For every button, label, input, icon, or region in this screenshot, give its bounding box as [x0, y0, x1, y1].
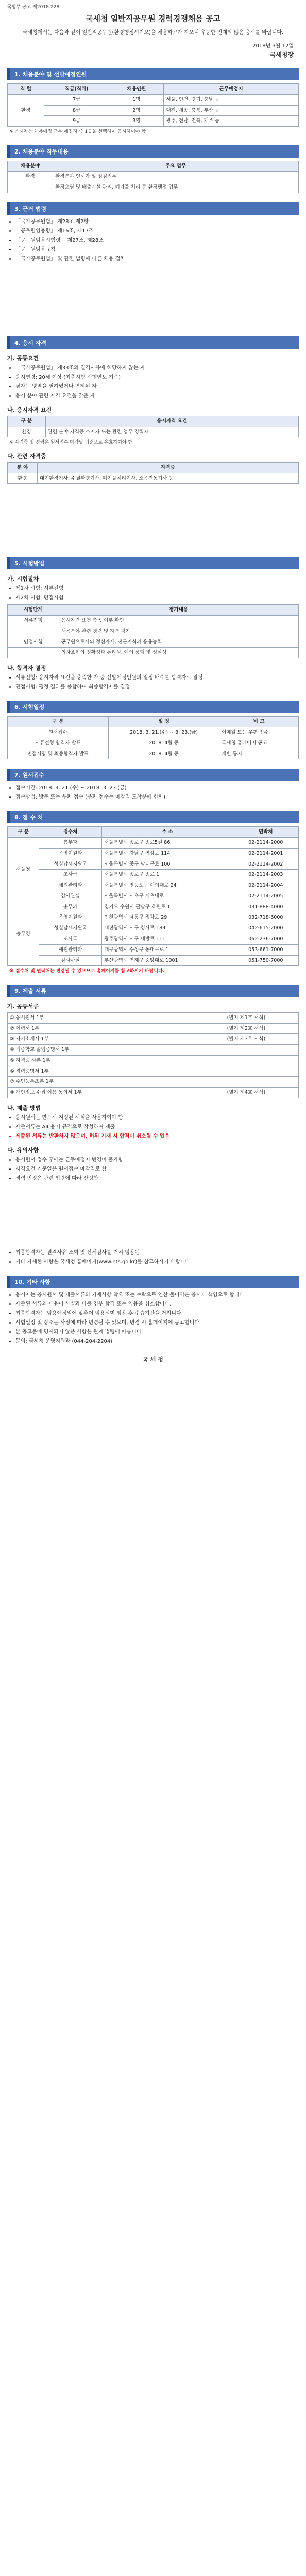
- duty-table: 채용분야 주요 업무 환경 환경분야 인허가 및 점검업무 환경오염 및 배출시설 관리, 폐기물 처리 등 환경행정 업무: [7, 161, 299, 193]
- section-4-heading: 4. 응시 자격: [7, 336, 299, 349]
- list-item: • 접수방법: 방문 또는 우편 접수 (우편 접수는 마감일 도착분에 한함): [15, 793, 299, 802]
- table-row: 환경오염 및 배출시설 관리, 폐기물 처리 등 환경행정 업무: [8, 182, 299, 193]
- col-header: 직급(직위): [44, 84, 109, 95]
- list-item: • 기타 자세한 사항은 국세청 홈페이지(www.nts.go.kr)를 참고하시기 바랍니다.: [15, 1258, 299, 1266]
- list-item: • 남자는 병역을 필하였거나 면제된 자: [15, 383, 299, 391]
- table-row: 8급 2명 대전, 세종, 충북, 부산 등: [8, 105, 299, 116]
- exam-stage-table: 시험단계 평가내용 서류전형 응시자격 요건 충족 여부 확인 채용분야 관련 경력 및 자격 평가 면접시험 공무원으로서의 정신자세, 전문지식과 응용능력 의사표현의 정확성과 논리성, 예의·품행 및 성실성: [7, 604, 299, 658]
- col-header: 근무예정지: [164, 84, 299, 95]
- list-item: • 제출된 서류의 내용이 사실과 다를 경우 합격 또는 임용을 취소합니다.: [15, 1300, 299, 1309]
- table-row: 감사관실 서울특별시 서초구 서초대로 1 02-2114-2005: [8, 891, 299, 902]
- table-row: ② 이력서 1부 (별지 제2호 서식): [8, 1023, 299, 1034]
- docs-table: [7, 1012, 299, 1098]
- table-row: 세원관리과 서울특별시 영등포구 여의대로 24 02-2114-2004: [8, 880, 299, 891]
- list-item: • 「국가공무원법」 제33조의 결격사유에 해당하지 않는 자: [15, 364, 299, 372]
- list-item: • 제1차 시험: 서류전형: [15, 585, 299, 593]
- table-row: 감사관실 부산광역시 연제구 중앙대로 1001 051-750-7000: [8, 955, 299, 966]
- law-list: [7, 218, 299, 263]
- table-row: 성실납세지원국 서울특별시 중구 남대문로 100 02-2114-2002: [8, 859, 299, 870]
- cert-table: 분 야 자격증 환경 대기환경기사, 수질환경기사, 폐기물처리기사, 소음진동기사 등: [7, 462, 299, 484]
- table-row: 세원관리과 대구광역시 수성구 동대구로 1 053-661-7000: [8, 944, 299, 955]
- section-10-heading: 10. 기타 사항: [7, 1276, 299, 1288]
- table-row: 원서접수 2018. 3. 21.(수) ~ 3. 23.(금) 이메일 또는 우편 접수: [8, 727, 299, 738]
- section-8-heading: 8. 접 수 처: [7, 811, 299, 823]
- section-2-heading: 2. 채용분야 직무내용: [7, 145, 299, 158]
- table-row: 9급 3명 광주, 전남, 전북, 제주 등: [8, 116, 299, 127]
- table-row: 환경 7급 1명 서울, 인천, 경기, 충남 등: [8, 94, 299, 105]
- recruit-table: [7, 83, 299, 127]
- list-item: • 응시원서 접수 후에는 근무예정지 변경이 불가함: [15, 1156, 299, 1164]
- list-item: • 문의: 국세청 운영지원과 (044-204-2204): [15, 1337, 299, 1346]
- list-item: • 제출서류는 A4 용지 규격으로 작성하여 제출: [15, 1123, 299, 1131]
- intro-text: 국세청에서는 다음과 같이 일반직공무원(환경행정서기보)을 채용하고자 하오니 유능한 인재의 많은 응시를 바랍니다.: [22, 30, 284, 36]
- section-6-heading: 6. 시험일정: [7, 701, 299, 713]
- list-item: • 본 공고문에 명시되지 않은 사항은 관계 법령에 따릅니다.: [15, 1328, 299, 1336]
- footer-org: 국 세 청: [143, 1355, 163, 1363]
- list-item: • 경력 인정은 관련 법령에 따라 산정함: [15, 1175, 299, 1183]
- schedule-table: 구 분 일 정 비 고 원서접수 2018. 3. 21.(수) ~ 3. 23.(금) 이메일 또는 우편 접수 서류전형 합격자 발표 2018. 4월 중 국세청 홈페이지 공고 면접시험 및 최종합격자 발표 2018. 4월 중 개별 통지: [7, 716, 299, 759]
- table-row: ⑤ 자격증 사본 1부: [8, 1055, 299, 1066]
- document-number: 국방부 공고 제2018-228: [7, 5, 60, 10]
- list-item: • 「공무원임용시험령」 제27조, 제28조: [15, 236, 299, 245]
- sub-heading: 나. 응시자격 요건: [7, 406, 52, 413]
- page-title: 국세청 일반직공무원 경력경쟁채용 공고: [86, 14, 220, 23]
- table-row: 환경 관련 분야 자격증 소지자 또는 관련 업무 경력자: [8, 427, 299, 437]
- list-item: • 응시원서는 반드시 지정된 서식을 사용하여야 함: [15, 1114, 299, 1122]
- list-item: • 「공무원임용규칙」: [15, 246, 299, 254]
- table-row: ⑦ 주민등록초본 1부: [8, 1077, 299, 1088]
- list-item: • 서류전형: 응시자격 요건을 충족한 자 중 선발예정인원의 일정 배수를 합격자로 결정: [15, 674, 299, 682]
- table-row: ⑥ 경력증명서 1부: [8, 1066, 299, 1077]
- table-row: 면접시험 및 최종합격자 발표 2018. 4월 중 개별 통지: [8, 749, 299, 759]
- table-note: ※ 접수처 및 연락처는 변경될 수 있으므로 홈페이지를 참고하시기 바랍니다.: [9, 969, 165, 974]
- section-1-heading: 1. 채용분야 및 선발예정인원: [7, 68, 299, 80]
- list-item: • 시험일정 및 장소는 사정에 따라 변경될 수 있으며, 변경 시 홈페이지에 공고합니다.: [15, 1319, 299, 1327]
- table-row: 서울청 총무과 서울특별시 종로구 종로5길 86 02-2114-2000: [8, 838, 299, 849]
- announcement-date: 2018년 3월 12일: [252, 43, 294, 49]
- section-3-heading: 3. 근거 법령: [7, 202, 299, 215]
- list-item: • 접수기간: 2018. 3. 21.(수) ~ 2018. 3. 23.(금): [15, 784, 299, 792]
- list-item: • 응시자는 응시원서 및 제출서류의 기재사항 착오 또는 누락으로 인한 불이익은 응시자 책임으로 합니다.: [15, 1291, 299, 1299]
- section-7-heading: 7. 원서접수: [7, 769, 299, 781]
- list-item: • 자격요건 기준일은 원서접수 마감일로 함: [15, 1165, 299, 1174]
- table-row: 조사국 서울특별시 종로구 종로 1 02-2114-2003: [8, 870, 299, 880]
- table-row: ④ 최종학교 졸업증명서 1부: [8, 1045, 299, 1056]
- qualification-table: 구 분 응시자격 요건 환경 관련 분야 자격증 소지자 또는 관련 업무 경력자: [7, 416, 299, 438]
- list-item: • 최종합격자는 결격사유 조회 및 신체검사를 거쳐 임용됨: [15, 1249, 299, 1257]
- table-row: 성실납세지원국 대전광역시 서구 청사로 189 042-615-2000: [8, 923, 299, 934]
- section-5-heading: 5. 시험방법: [7, 557, 299, 569]
- table-row: 채용분야 관련 경력 및 자격 평가: [8, 626, 299, 637]
- table-row: 중부청 총무과 경기도 수원시 팔달구 효원로 1 031-888-4000: [8, 902, 299, 912]
- organization-name: 국세청장: [269, 51, 294, 58]
- table-row: 운영지원과 인천광역시 남동구 정각로 29 032-718-6000: [8, 912, 299, 923]
- table-row: 조사국 광주광역시 서구 내방로 111 062-236-7000: [8, 934, 299, 944]
- col-header: 직 렬: [8, 84, 44, 95]
- list-item: • 「공무원임용령」 제16조, 제17조: [15, 227, 299, 235]
- section-9-heading: 9. 제출 서류: [7, 985, 299, 997]
- table-row: 서류전형 응시자격 요건 충족 여부 확인: [8, 616, 299, 626]
- table-row: ③ 자기소개서 1부 (별지 제3호 서식): [8, 1034, 299, 1045]
- list-item: • 면접시험: 평정 결과를 종합하여 최종합격자를 결정: [15, 683, 299, 691]
- list-item red: • 제출된 서류는 반환하지 않으며, 허위 기재 시 합격이 취소될 수 있음: [15, 1132, 299, 1141]
- list-item: • 「국가공무원법」 제28조 제2항: [15, 218, 299, 226]
- table-row: 서류전형 합격자 발표 2018. 4월 중 국세청 홈페이지 공고: [8, 738, 299, 749]
- list-item: • 최종합격자는 임용예정일에 맞추어 임용되며 임용 후 수습기간을 거칩니다.: [15, 1310, 299, 1318]
- table-row: 면접시험 공무원으로서의 정신자세, 전문지식과 응용능력: [8, 637, 299, 648]
- page: 국방부 공고 제2018-228 국세청 일반직공무원 경력경쟁채용 공고 국세청에서는 다음과 같이 일반직공무원(환경행정서기보)을 채용하고자 하오니 유능한 인재의 많은 응시를 바랍니다. 2018년 3월 12일 국세청장 1. 채용분야 및 선발예정인원 직 렬 직급(직위) 채용인원 근무예정지 환경 7급 1명 서울, 인천, 경기, 충남 등 8급 2명 대전, 세종, 충북, 부산 등 9급 3명 광주, 전남, 전북, 제주 등 ※ 응시자는 채용예정 근무 예정지 중 1곳을 선택하여 응시하여야 함 2. 채용분야 직무내용 채용분야 주요 업무 환경 환경분야 인허가 및 점검업무 환경오염 및 배출시설 관리, 폐기물 처리 등 환경행정 업무 3. 근거 법령 • 「국가공무원법」 제28조 제2항 • 「공무원임용령」 제16조, 제17조 • 「공무원임용시험령」 제27조, 제28조 • 「공무원임용규칙」 • 「국가공무원법」 및 관련 법령에 따른 채용 절차 4. 응시 자격 가. 공통요건 • 「국가공무원법」 제33조의 결격사유에 해당하지 않는 자 • 응시연령: 20세 이상 (최종시험 시행연도 기준) • 남자는 병역을 필하였거나 면제된 자 • 응시 분야 관련 자격 요건을 갖춘 자 나. 응시자격 요건 구 분 응시자격 요건 환경 관련 분야 자격증 소지자 또는 관련 업무 경력자 ※ 자격증 및 경력은 원서접수 마감일 기준으로 유효하여야 함 다. 관련 자격증 분 야 자격증 환경 대기환경기사, 수질환경기사, 폐기물처리기사, 소음진동기사 등 5. 시험방법 가. 시험절차 • 제1차 시험: 서류전형 • 제2차 시험: 면접시험 시험단계 평가내용 서류전형 응시자격 요건 충족 여부 확인 채용분야 관련 경력 및 자격 평가 면접시험 공무원으로서의 정신자세, 전문지식과 응용능력 의사표현의 정확성과 논리성, 예의·품행 및 성실성 나. 합격자 결정 • 서류전형: 응시자격 요건을 충족한 자 중 선발예정인원의 일정 배수를 합격자로 결정 • 면접시험: 평정 결과를 종합하여 최종합격자를 결정 6. 시험일정 구 분 일 정 비 고 원서접수 2018. 3. 21.(수) ~ 3. 23.(금) 이메일 또는 우편 접수 서류전형 합격자 발표 2018. 4월 중 국세청 홈페이지 공고 면접시험 및 최종합격자 발표 2018. 4월 중 개별 통지 7. 원서접수 • 접수기간: 2018. 3. 21.(수) ~ 2018. 3. 23.(금) • 접수방법: 방문 또는 우편 접수 (우편 접수는 마감일 도착분에 한함) 8. 접 수 처 구 분 접수처 주 소 연락처 서울청 총무과 서울특별시 종로구 종로5길 86 02-2114-2000 운영지원과 서울특별시 강남구 역삼로 114 02-2114-2001 성실납세지원국 서울특별시 중구 남대문로 100 02-2114-2002 조사국 서울특별시 종로구 종로 1 02-2114-2003 세원관리과 서울특별시 영등포구 여의대로 24 02-2114-2004 감사관실 서울특별시 서초구 서초대로 1 02-2114-2005 중부청 총무과 경기도 수원시 팔달구 효원로 1 031-888-4000 운영지원과 인천광역시 남동구 정각로 29 032-718-6000 성실납세지원국 대전광역시 서구 청사로 189 042-615-2000 조사국 광주광역시 서구 내방로 111 062-236-7000 세원관리과 대구광역시 수성구 동대구로 1 053-661-7000 감사관실 부산광역시 연제구 중앙대로 1001 051-750-7000 ※ 접수처 및 연락처는 변경될 수 있으므로 홈페이지를 참고하시기 바랍니다. 9. 제출 서류 가. 공통서류 ① 응시원서 1부 (별지 제1호 서식) ② 이력서 1부 (별지 제2호 서식) ③ 자기소개서 1부 (별지 제3호 서식) ④ 최종학교 졸업증명서 1부 ⑤ 자격증 사본 1부 ⑥ 경력증명서 1부 ⑦ 주민등록초본 1부 ⑧ 개인정보 수집·이용 동의서 1부 (별지 제4호 서식) 나. 제출 방법 • 응시원서는 반드시 지정된 서식을 사용하여야 함 • 제출서류는 A4 용지 규격으로 작성하여 제출 • 제출된 서류는 반환하지 않으며, 허위 기재 시 합격이 취소될 수 있음 다. 유의사항 • 응시원서 접수 후에는 근무예정지 변경이 불가함 • 자격요건 기준일은 원서접수 마감일로 함 • 경력 인정은 관련 법령에 따라 산정함 • 최종합격자는 결격사유 조회 및 신체검사를 거쳐 임용됨 • 기타 자세한 사항은 국세청 홈페이지(www.nts.go.kr)를 참고하시기 바랍니다. 10. 기타 사항 • 응시자는 응시원서 및 제출서류의 기재사항 착오 또는 누락으로 인한 불이익은 응시자 책임으로 합니다. • 제출된 서류의 내용이 사실과 다를 경우 합격 또는 임용을 취소합니다. • 최종합격자는 임용예정일에 맞추어 임용되며 임용 후 수습기간을 거칩니다. • 시험일정 및 장소는 사정에 따라 변경될 수 있으며, 변경 시 홈페이지에 공고합니다. • 본 공고문에 명시되지 않은 사항은 관계 법령에 따릅니다. • 문의: 국세청 운영지원과 (044-204-2204) 국 세 청: [0, 0, 306, 2576]
- list-item: • 응시연령: 20세 이상 (최종시험 시행연도 기준): [15, 374, 299, 382]
- list-item: • 제2차 시험: 면접시험: [15, 594, 299, 602]
- table-row: 운영지원과 서울특별시 강남구 역삼로 114 02-2114-2001: [8, 848, 299, 859]
- table-row: ⑧ 개인정보 수집·이용 동의서 1부 (별지 제4호 서식): [8, 1088, 299, 1098]
- table-row: 환경 환경분야 인허가 및 점검업무: [8, 172, 299, 182]
- contact-table: 구 분 접수처 주 소 연락처 서울청 총무과 서울특별시 종로구 종로5길 86 02-2114-2000 운영지원과 서울특별시 강남구 역삼로 114 02-2114-2001 성실납세지원국 서울특별시 중구 남대문로 100 02-2114-2002 조사국 서울특별시 종로구 종로 1 02-2114-2003 세원관리과 서울특별시 영등포구 여의대로 24 02-2114-2004 감사관실 서울특별시 서초구 서초대로 1 02-2114-2005 중부청 총무과 경기도 수원시 팔달구 효원로 1 031-888-4000 운영지원과 인천광역시 남동구 정각로 29 032-718-6000 성실납세지원국 대전광역시 서구 청사로 189 042-615-2000 조사국 광주광역시 서구 내방로 111 062-236-7000 세원관리과 대구광역시 수성구 동대구로 1 053-661-7000 감사관실 부산광역시 연제구 중앙대로 1001 051-750-7000: [7, 826, 299, 966]
- table-row: ① 응시원서 1부 (별지 제1호 서식): [8, 1012, 299, 1023]
- sub-heading: 가. 공통요건: [7, 354, 39, 362]
- list-item: • 응시 분야 관련 자격 요건을 갖춘 자: [15, 392, 299, 400]
- table-row: 의사표현의 정확성과 논리성, 예의·품행 및 성실성: [8, 648, 299, 658]
- table-row: 환경 대기환경기사, 수질환경기사, 폐기물처리기사, 소음진동기사 등: [8, 473, 299, 484]
- col-header: 채용인원: [109, 84, 164, 95]
- sub-heading: 다. 관련 자격증: [7, 452, 46, 460]
- table-note: ※ 응시자는 채용예정 근무 예정지 중 1곳을 선택하여 응시하여야 함: [9, 129, 146, 135]
- list-item: • 「국가공무원법」 및 관련 법령에 따른 채용 절차: [15, 255, 299, 263]
